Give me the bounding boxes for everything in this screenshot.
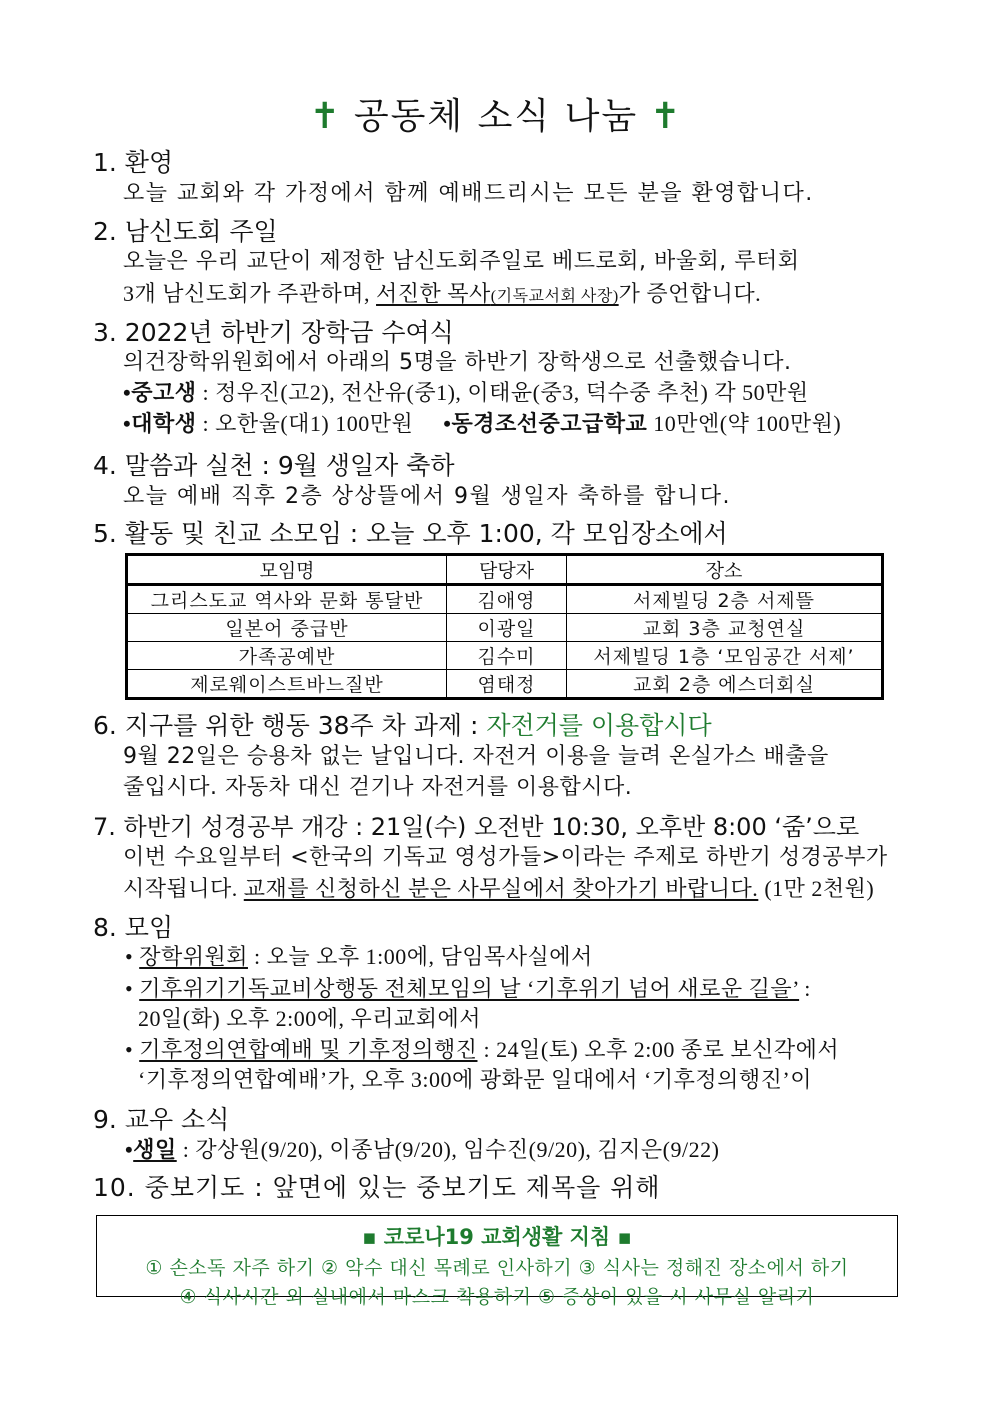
- welcome-text: 오늘 교회와 각 가정에서 함께 예배드리시는 모든 분을 환영합니다.: [123, 181, 814, 206]
- cell-group: 그리스도교 역사와 문화 통달반: [127, 585, 447, 614]
- meeting-detail: : 24일(토) 오후 2:00 종로 보신각에서: [477, 1037, 840, 1062]
- meeting-name: 기후정의연합예배 및 기후정의행진: [139, 1037, 478, 1062]
- table-row: [127, 614, 883, 642]
- cell-leader: 염태정: [447, 670, 567, 699]
- scholarship-line2: [123, 376, 809, 407]
- cell-place: 서제빌딩 2층 서제뜰: [567, 585, 883, 614]
- covid-guidelines-box: [96, 1215, 898, 1308]
- meeting-item-climate-justice: • 기후정의연합예배 및 기후정의행진 : 24일(토) 오후 2:00 종로 보신각에서: [125, 1037, 840, 1062]
- covid-guidelines-title: ▪ 코로나19 교회생활 지침 ▪: [362, 1225, 632, 1249]
- table-row: [127, 642, 883, 670]
- cell-leader: 김수미: [447, 642, 567, 670]
- earth-action-line2: 줄입시다. 자동차 대신 걷기나 자전거를 이용합시다.: [123, 775, 633, 800]
- col-header-leader: 담당자: [447, 555, 567, 585]
- middle-high-list: : 정우진(고2), 전산유(중1), 이태윤(중3, 덕수중 추천) 각 50만원: [196, 380, 809, 405]
- university-label: •대학생: [123, 411, 197, 436]
- meeting-detail: : 오늘 오후 1:00에, 담임목사실에서: [247, 944, 593, 969]
- section-heading-meetings: 8. 모임: [93, 913, 174, 942]
- textbook-notice: 교재를 신청하신 분은 사무실에서 찾아가기 바랍니다.: [243, 876, 759, 901]
- table-row: [127, 670, 883, 699]
- covid-guidelines-line2: ④ 식사시간 외 실내에서 마스크 착용하기 ⑤ 증상이 있을 시 사무실 알리기: [179, 1286, 815, 1308]
- cross-icon: ✝: [650, 96, 683, 137]
- section-heading-welcome: 1. 환영: [93, 148, 174, 177]
- section-heading-intercession: 10. 중보기도 : 앞면에 있는 중보기도 제목을 위해: [93, 1173, 661, 1202]
- cell-place: 교회 2층 에스더회실: [567, 670, 883, 699]
- meeting-item-scholarship: • 장학위원회 : 오늘 오후 1:00에, 담임목사실에서: [125, 944, 593, 969]
- cell-leader: 김애영: [447, 585, 567, 614]
- bible-study-line1: 이번 수요일부터 <한국의 기독교 영성가들>이라는 주제로 하반기 성경공부가: [123, 845, 888, 870]
- middle-high-label: •중고생: [123, 380, 197, 405]
- page-title-text: 공동체 소식 나눔: [353, 96, 639, 137]
- cell-group: 제로웨이스트바느질반: [127, 670, 447, 699]
- mens-sunday-line2: [123, 277, 761, 308]
- section-heading-scholarship: 3. 2022년 하반기 장학금 수여식: [93, 318, 454, 347]
- bible-study-line2: [123, 872, 874, 903]
- cell-place: 교회 3층 교청연실: [567, 614, 883, 642]
- scholarship-line1: 의건장학위원회에서 아래의 5명을 하반기 장학생으로 선출했습니다.: [123, 350, 792, 375]
- meeting-item-climate-crisis: • 기후위기기독교비상행동 전체모임의 날 ‘기후위기 넘어 새로운 길을’ :: [125, 976, 811, 1001]
- cell-group: 일본어 중급반: [127, 614, 447, 642]
- table-header-row: [127, 555, 883, 585]
- covid-guidelines-line1: ① 손소독 자주 하기 ② 악수 대신 목례로 인사하기 ③ 식사는 정해진 장소에서 하기: [145, 1257, 849, 1279]
- mens-sunday-line2-post: 가 증언합니다.: [618, 281, 762, 306]
- birthday-text: 오늘 예배 직후 2층 상상뜰에서 9월 생일자 축하를 합니다.: [123, 484, 731, 509]
- tokyo-school-amount: 10만엔(약 100만원): [647, 411, 842, 436]
- cell-group: 가족공예반: [127, 642, 447, 670]
- cell-place: 서제빌딩 1층 ‘모임공간 서제’: [567, 642, 883, 670]
- meeting-name: 기후위기기독교비상행동 전체모임의 날 ‘기후위기 넘어 새로운 길을’: [139, 976, 800, 1001]
- earth-action-heading-text: 6. 지구를 위한 행동 38주 차 과제 :: [93, 711, 487, 740]
- meeting-item-climate-justice-line2: ‘기후정의연합예배’가, 오후 3:00에 광화문 일대에서 ‘기후정의행진’이: [138, 1067, 812, 1092]
- page-title: [0, 88, 992, 139]
- section-heading-activities: 5. 활동 및 친교 소모임 : 오늘 오후 1:00, 각 모임장소에서: [93, 519, 728, 548]
- cross-icon: ✝: [309, 96, 342, 137]
- section-heading-earth-action: [93, 706, 712, 742]
- birthday-names: : 강상원(9/20), 이종남(9/20), 임수진(9/20), 김지은(9/22): [176, 1137, 720, 1162]
- table-row: [127, 585, 883, 614]
- speaker-title: (기독교서회 사장): [490, 288, 619, 305]
- university-list: : 오한울(대1) 100만원: [196, 411, 414, 436]
- tokyo-school-label: •동경조선중고급학교: [443, 411, 648, 436]
- section-heading-birthday: 4. 말씀과 실천 : 9월 생일자 축하: [93, 451, 455, 480]
- meeting-detail: :: [799, 976, 811, 1001]
- section-heading-bible-study: 7. 하반기 성경공부 개강 : 21일(수) 오전반 10:30, 오후반 8:00 ‘줌’으로: [93, 813, 860, 841]
- mens-sunday-line2-pre: 3개 남신도회가 주관하며,: [123, 281, 377, 306]
- mens-sunday-line1: 오늘은 우리 교단이 제정한 남신도회주일로 베드로회, 바울회, 루터회: [123, 249, 800, 274]
- textbook-price: (1만 2천원): [758, 876, 875, 901]
- cell-leader: 이광일: [447, 614, 567, 642]
- speaker-name: 서진한 목사: [376, 281, 491, 306]
- col-header-place: 장소: [567, 555, 883, 585]
- meeting-item-climate-crisis-line2: 20일(화) 오후 2:00에, 우리교회에서: [138, 1006, 482, 1031]
- bible-study-line2-pre: 시작됩니다.: [123, 876, 244, 901]
- birthday-label: 생일: [133, 1137, 177, 1162]
- earth-action-task: 자전거를 이용합시다: [486, 711, 712, 740]
- birthday-list: [125, 1133, 719, 1164]
- section-heading-mens-sunday: 2. 남신도회 주일: [93, 217, 278, 246]
- meeting-name: 장학위원회: [139, 944, 248, 969]
- col-header-group: 모임명: [127, 555, 447, 585]
- scholarship-line3: [123, 407, 841, 438]
- earth-action-line1: 9월 22일은 승용차 없는 날입니다. 자전거 이용을 늘려 온실가스 배출을: [123, 744, 829, 769]
- bullet: •: [125, 1137, 134, 1162]
- section-heading-member-news: 9. 교우 소식: [93, 1105, 230, 1134]
- activities-table: [125, 553, 884, 700]
